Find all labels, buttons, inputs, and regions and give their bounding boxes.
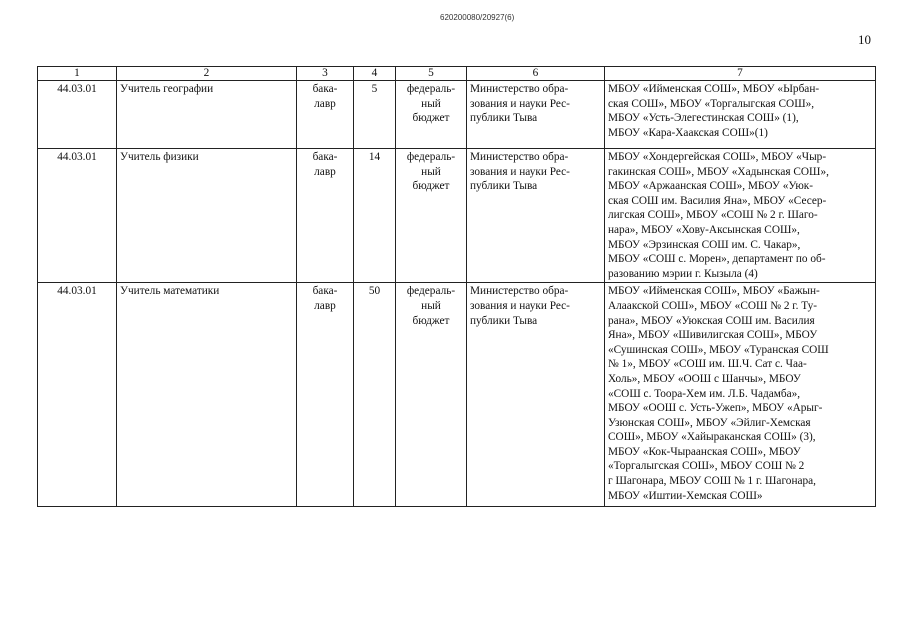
column-number: 5 [396,67,467,81]
ministry-name: Министерство обра- зования и науки Рес- публики Тыва [467,149,605,283]
education-level: бака- лавр [297,283,354,507]
column-number: 6 [467,67,605,81]
column-number: 7 [605,67,876,81]
column-number-row [38,67,876,81]
education-level: бака- лавр [297,149,354,283]
specialty-name: Учитель математики [117,283,297,507]
specialty-code: 44.03.01 [38,81,117,149]
specialty-name: Учитель физики [117,149,297,283]
column-number: 4 [354,67,396,81]
column-number: 2 [117,67,297,81]
page-number: 10 [858,32,871,47]
specialty-code: 44.03.01 [38,149,117,283]
funding-source: федераль- ный бюджет [396,149,467,283]
table-row [38,149,876,283]
ministry-name: Министерство обра- зования и науки Рес- публики Тыва [467,283,605,507]
funding-source: федераль- ный бюджет [396,81,467,149]
column-number: 3 [297,67,354,81]
places-count: 14 [354,149,396,283]
education-level: бака- лавр [297,81,354,149]
places-count: 50 [354,283,396,507]
specialty-name: Учитель географии [117,81,297,149]
schools-list: МБОУ «Ийменская СОШ», МБОУ «Ырбан- ская СОШ», МБОУ «Торгалыгская СОШ», МБОУ «Усть-Элегестинская СОШ» (1), МБОУ «Кара-Хаакская СОШ»(1) [605,81,876,149]
ministry-name: Министерство обра- зования и науки Рес- публики Тыва [467,81,605,149]
column-number: 1 [38,67,117,81]
funding-source: федераль- ный бюджет [396,283,467,507]
table-row [38,81,876,149]
schools-list: МБОУ «Ийменская СОШ», МБОУ «Бажын- Алаакской СОШ», МБОУ «СОШ № 2 г. Ту- рана», МБОУ «Уюкская СОШ им. Василия Яна», МБОУ «Шивилигская СОШ», МБОУ «Сушинская СОШ», МБОУ «Туранская СОШ № 1», МБОУ «СОШ им. Ш.Ч. Сат с. Чаа- Холь», МБОУ «ООШ с Шанчы», МБОУ «СОШ с. Тоора-Хем им. Л.Б. Чадамба», МБОУ «ООШ с. Усть-Ужеп», МБОУ «Арыг- Узюнская СОШ», МБОУ «Эйлиг-Хемская СОШ», МБОУ «Хайыраканская СОШ» (3), МБОУ «Кок-Чыраанская СОШ», МБОУ «Торгалыгская СОШ», МБОУ СОШ № 2 г Шагонара, МБОУ СОШ № 1 г. Шагонара, МБОУ «Иштии-Хемская СОШ» [605,283,876,507]
document-id: 620200080/20927(6) [440,13,515,22]
schools-list: МБОУ «Хондергейская СОШ», МБОУ «Чыр- гакинская СОШ», МБОУ «Хадынская СОШ», МБОУ «Аржаанская СОШ», МБОУ «Уюк- ская СОШ им. Василия Яна», МБОУ «Сесер- лигская СОШ», МБОУ «СОШ № 2 г. Шаго- нара», МБОУ «Хову-Аксынская СОШ», МБОУ «Эрзинская СОШ им. С. Чакар», МБОУ «СОШ с. Морен», департамент по об- разованию мэрии г. Кызыла (4) [605,149,876,283]
table-row [38,283,876,507]
distribution-table [37,66,876,507]
places-count: 5 [354,81,396,149]
specialty-code: 44.03.01 [38,283,117,507]
